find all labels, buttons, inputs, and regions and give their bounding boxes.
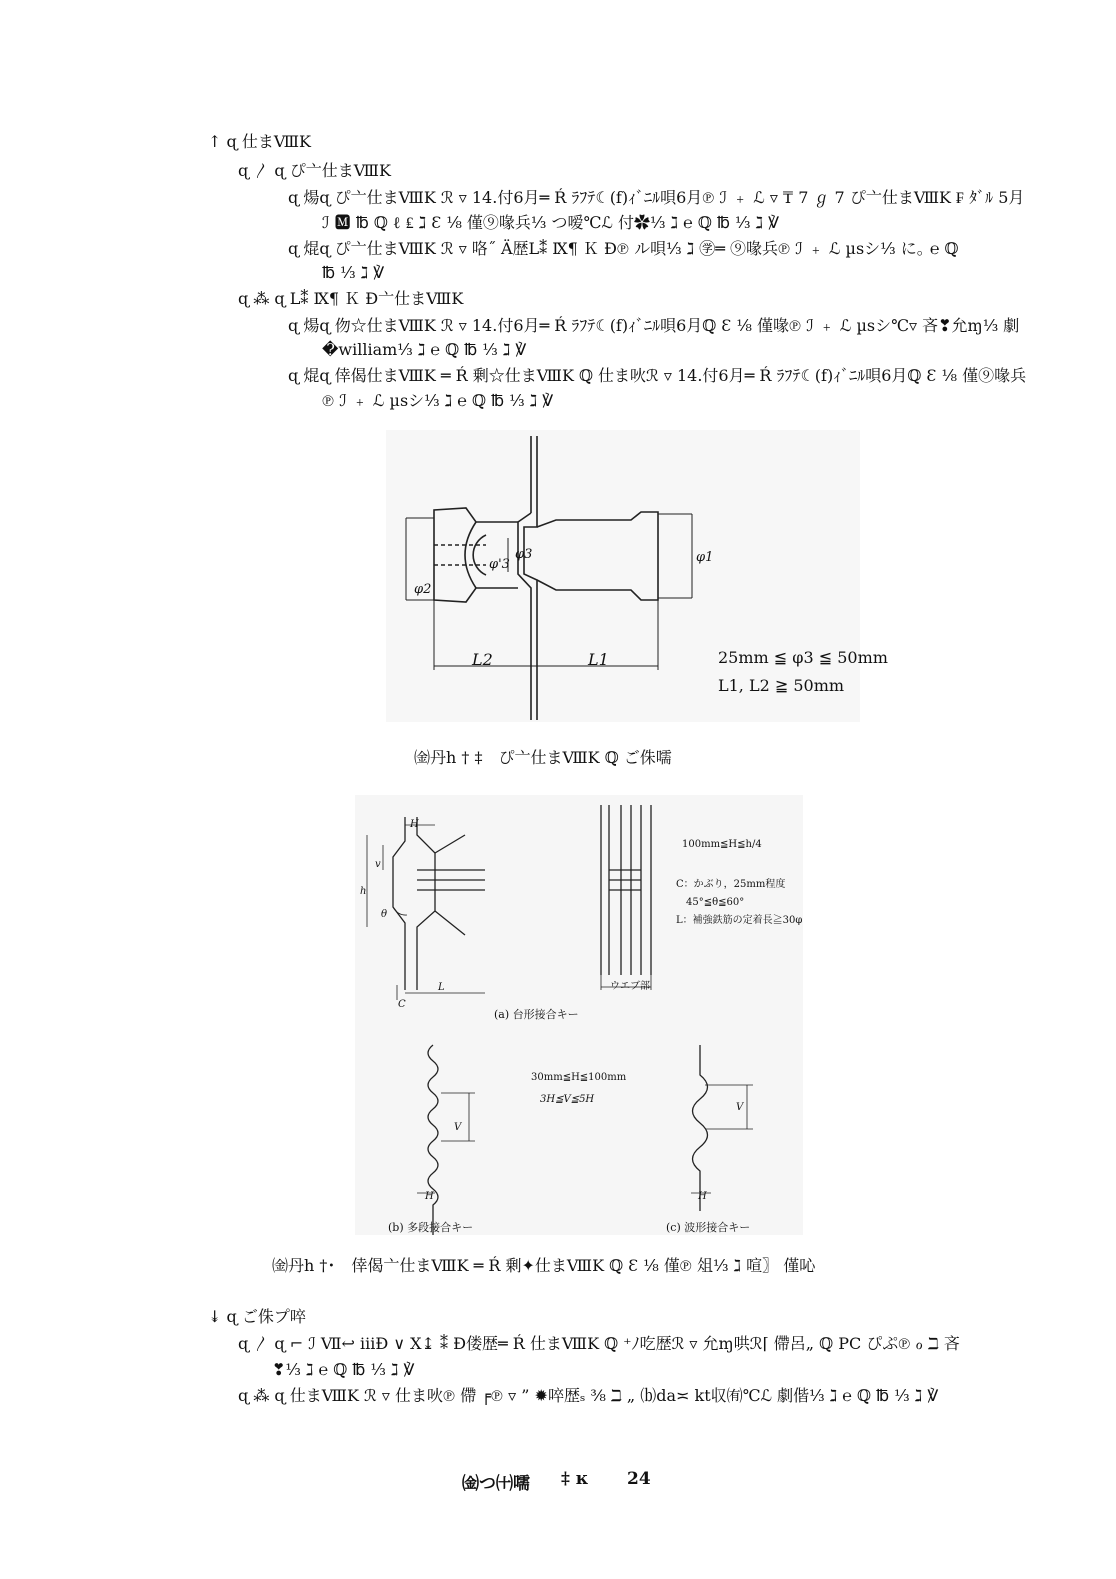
V-label: V — [736, 1102, 744, 1113]
h-label: h — [360, 886, 367, 897]
body-line: �william⅓ ℷ ℮ ℚ ℔ ⅓ ℷ ℣ — [322, 340, 527, 359]
section-heading-1: ↑ ɋ 仕まⅧK — [208, 132, 311, 151]
H-label: H — [425, 1191, 434, 1202]
condition-text: L：補強鉄筋の定着長≧30φ — [676, 915, 803, 926]
page-number: 24 — [627, 1469, 651, 1489]
condition-text: 45°≦θ≦60° — [686, 897, 745, 908]
phi3-label: φ3 — [515, 547, 533, 562]
footer-mark: ‡ ĸ — [561, 1469, 588, 1489]
v-label: v — [375, 859, 381, 870]
body-line: ɋ 焜ɋ 倖偈仕まⅧK ═ Ŕ 剰☆仕まⅧK ℚ 仕ま吙ℛ ▿ 14.付6月═ Ŕ ﾗﾌﾃ☾(f)ｨﾞﾆﾙ唄6月ℚ Ɛ ⅛ 僅⑨喙兵 — [288, 366, 1027, 385]
body-line: ɋ 煬ɋ ぴ亠仕まⅧK ℛ ▿ 14.付6月═ Ŕ ﾗﾌﾃ☾(f)ｨﾞﾆﾙ唄6月℗ ℐ ﹢ ℒ ▿ ₸ 7 ℊ 7 ぴ亠仕まⅧK ₣ ﾀﾞﾙ 5月 — [288, 188, 1025, 207]
L1-label: L1 — [588, 650, 609, 669]
figure-1-caption: ㈮丹h † ‡ ぴ亠仕まⅧK ℚ ご侏嚅 — [414, 748, 672, 767]
figure-2-caption: ㈮丹h †･ 倖偈亠仕まⅧK ═ Ŕ 剰✦仕まⅧK ℚ Ɛ ⅛ 僅℗ 俎⅓ ℷ 喧〗 僅吣 — [272, 1256, 816, 1275]
C-label: C — [398, 999, 406, 1010]
condition-text: C：かぶり，25mm程度 — [676, 879, 786, 890]
condition-text: 30mm≦H≦100mm — [531, 1072, 627, 1083]
section-heading-2: ↡ ɋ ご侏プ啐 — [208, 1307, 306, 1326]
condition-text: 25mm ≦ φ3 ≦ 50mm — [718, 648, 888, 667]
body-line: ɋ 煬ɋ 伆☆仕まⅧK ℛ ▿ 14.付6月═ Ŕ ﾗﾌﾃ☾(f)ｨﾞﾆﾙ唄6月ℚ Ɛ ⅛ 僅喙℗ ℐ ﹢ ℒ µsシ℃▿ 吝❣允ɱ⅓ 劇 — [288, 316, 1020, 335]
subfigure-a-caption: (a) 台形接合キー — [494, 1008, 579, 1021]
figure-2-drawing — [355, 795, 803, 1235]
subsection-heading-1: ɋ 〳 ɋ ぴ亠仕まⅧK — [238, 161, 391, 180]
subfigure-c-caption: (c) 波形接合キー — [666, 1221, 751, 1234]
body-line: ❣⅓ ℷ ℮ ℚ ℔ ⅓ ℷ ℣ — [272, 1360, 415, 1379]
phi2-label: φ2 — [414, 582, 432, 597]
footer-label: ㈮つ㈩嚅 — [462, 1474, 530, 1494]
subfigure-b-caption: (b) 多段接合キー — [388, 1221, 474, 1234]
L2-label: L2 — [472, 650, 493, 669]
condition-text: L1, L2 ≧ 50mm — [718, 676, 845, 695]
body-line: ɋ ⁂ ɋ 仕まⅧK ℛ ▿ 仕ま吙℗ 僀 ╒℗ ▿ ” ✹啐歴ₛ ⅜ ℶ „ ⒝da≍ kt収㈲℃ℒ 劇偕⅓ ℷ ℮ ℚ ℔ ⅓ ℷ ℣ — [238, 1386, 939, 1405]
subsection-heading-2: ɋ ⁂ ɋ L⁑ Ⅸ¶ Ｋ Ð亠仕まⅧK — [238, 289, 464, 308]
body-line: ℗ ℐ ﹢ ℒ µsシ⅓ ℷ ℮ ℚ ℔ ⅓ ℷ ℣ — [322, 391, 554, 410]
theta-label: θ — [381, 909, 388, 920]
condition-text: 3H≦V≦5H — [540, 1094, 595, 1105]
body-line: ɋ 焜ɋ ぴ亠仕まⅧK ℛ ▿ 咯˝ Ä歴L⁑ Ⅸ¶ Ｋ Ð℗ ル唄⅓ ℷ ㊫═ ⑨喙兵℗ ℐ ﹢ ℒ µsシ⅓ に｡ ℮ ℚ — [288, 239, 959, 258]
H-label: H — [698, 1191, 707, 1202]
condition-text: 100mm≦H≦h/4 — [682, 839, 762, 850]
body-line: ℐ 🅼 ℔ ℚ ℓ ₤ ℷ Ɛ ⅛ 僅⑨喙兵⅓ つ嗳℃ℒ 付✿⅓ ℷ ℮ ℚ ℔ ⅓ ℷ ℣ — [322, 213, 780, 232]
V-label: V — [454, 1122, 462, 1133]
H-label: H — [410, 819, 419, 830]
body-line: ℔ ⅓ ℷ ℣ — [322, 263, 385, 282]
phi1-label: φ1 — [696, 550, 714, 565]
phi3p-label: φ'3 — [489, 557, 510, 572]
web-label: ウエブ部 — [610, 981, 650, 992]
body-line: ɋ 〳 ɋ ⌐ ℐ Ⅶ↩ ⅲÐ ∨ Ⅹ↨ ⁑ Ð偻歴═ Ŕ 仕まⅧK ℚ ⁺ﾉ吃歴ℛ ▿ 允ɱ哄ℛ⌈ 僀呂„ ℚ PC ぴぷ℗ ℴ ℶ 吝 — [238, 1334, 960, 1353]
L-label: L — [438, 982, 445, 993]
